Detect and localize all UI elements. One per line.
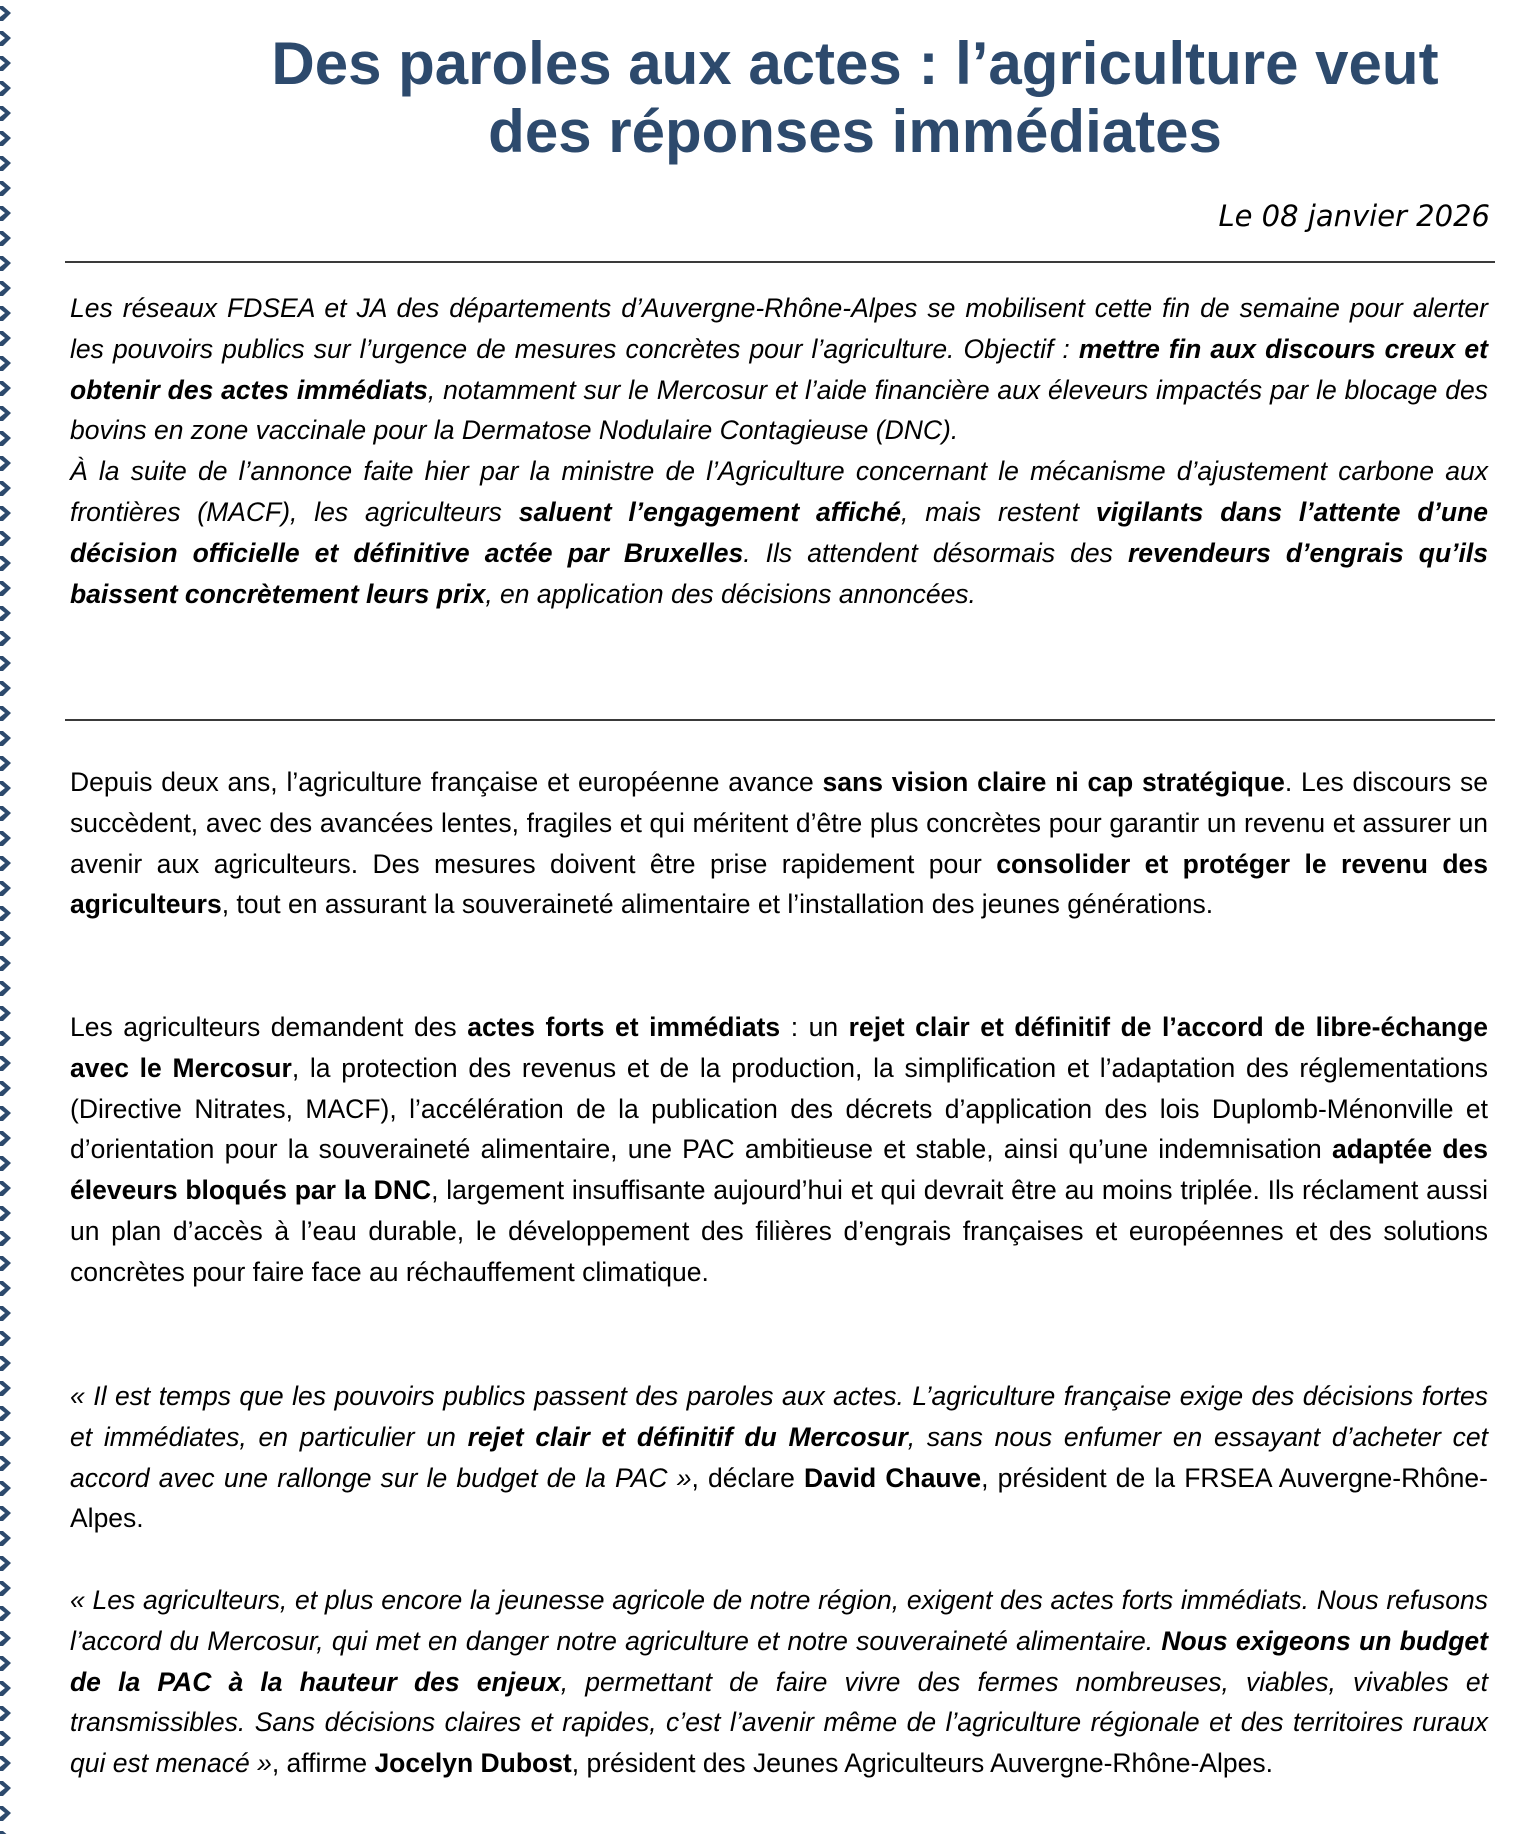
body-paragraph-1 bbox=[70, 762, 1488, 925]
quote-emphasis: Nous exigeons un budget de la PAC à la hauteur des enjeux bbox=[70, 1625, 1488, 1697]
body-emphasis: consolider et protéger le revenu des agriculteurs bbox=[70, 848, 1489, 920]
body-text: . Les discours se succèdent, avec des avancées lentes, fragiles et qui méritent d’être plus concrètes pour garantir un revenu et assurer un avenir aux agriculteurs. Des mesures doivent être prise rapidement pour bbox=[70, 767, 1489, 879]
body-emphasis: actes forts et immédiats bbox=[467, 1012, 781, 1042]
intro-emphasis: mettre fin aux discours creux et obtenir des actes immédiats bbox=[70, 333, 1488, 405]
intro-text: , en application des décisions annoncées. bbox=[485, 578, 976, 609]
intro-text: , mais restent bbox=[901, 496, 1096, 527]
body-emphasis: adaptée des éleveurs bloqués par la DNC bbox=[70, 1134, 1488, 1206]
body-text: Depuis deux ans, l’agriculture française et européenne avance bbox=[70, 767, 823, 797]
quote-text: , sans nous enfumer en essayant d’acheter cet accord avec une rallonge sur le budget de la PAC » bbox=[70, 1421, 1488, 1493]
quote-paragraph-2 bbox=[70, 1580, 1488, 1784]
quote-text: « Les agriculteurs, et plus encore la jeunesse agricole de notre région, exigent des actes forts immédiats. Nous refusons l’accord du Mercosur, qui met en danger notre agriculture et notre souveraineté alimentaire. bbox=[70, 1585, 1488, 1656]
attribution-text: , affirme bbox=[271, 1748, 375, 1779]
intro-text: . Ils attendent désormais des bbox=[743, 537, 1128, 568]
page-title: Des paroles aux actes : l’agriculture veut des réponses immédiates bbox=[271, 30, 1439, 165]
attribution-text: , président des Jeunes Agriculteurs Auvergne-Rhône-Alpes. bbox=[571, 1748, 1273, 1779]
body-paragraph-2 bbox=[70, 1007, 1488, 1293]
quote-paragraph-1 bbox=[70, 1376, 1488, 1539]
intro-text: Les réseaux FDSEA et JA des départements d’Auvergne-Rhône-Alpes se mobilisent cette fin de semaine pour alerter les pouvoirs publics sur l’urgence de mesures concrètes pour l’agriculture. Objectif : bbox=[70, 293, 1488, 364]
body-text: : un bbox=[780, 1012, 849, 1042]
body-text: Les agriculteurs demandent des bbox=[70, 1012, 468, 1042]
intro-text: À la suite de l’annonce faite hier par la ministre de l’Agriculture concernant le mécanisme d’ajustement carbone aux frontières (MACF), les agriculteurs bbox=[70, 456, 1488, 527]
intro-paragraph bbox=[70, 288, 1488, 614]
chevron-border-icon bbox=[0, 0, 16, 1834]
attribution-text: , déclare bbox=[691, 1462, 805, 1493]
body-text: , largement insuffisante aujourd’hui et qui devrait être au moins triplée. Ils réclament aussi un plan d’accès à l’eau durable, le développement des filières d’engrais françaises et européennes et des solutions concrètes pour faire face au réchauffement climatique. bbox=[70, 1175, 1488, 1287]
intro-emphasis: vigilants dans l’attente d’une décision officielle et définitive actée par Bruxelles bbox=[70, 496, 1489, 568]
quote-emphasis: rejet clair et définitif du Mercosur bbox=[467, 1421, 908, 1452]
body-emphasis: sans vision claire ni cap stratégique bbox=[822, 767, 1285, 797]
speaker-name: Jocelyn Dubost bbox=[374, 1748, 572, 1779]
intro-emphasis: revendeurs d’engrais qu’ils baissent concrètement leurs prix bbox=[70, 537, 1488, 609]
intro-text: , notamment sur le Mercosur et l’aide financière aux éleveurs impactés par le blocage des bovins en zone vaccinale pour la Dermatose Nodulaire Contagieuse (DNC). bbox=[70, 374, 1488, 446]
attribution-text: , président de la FRSEA Auvergne-Rhône-Alpes. bbox=[70, 1462, 1488, 1534]
divider-top bbox=[65, 261, 1495, 263]
body-text: , tout en assurant la souveraineté alimentaire et l’installation des jeunes générations. bbox=[221, 889, 1214, 920]
divider-bottom bbox=[65, 719, 1495, 721]
body-emphasis: rejet clair et définitif de l’accord de libre-échange avec le Mercosur bbox=[70, 1012, 1488, 1083]
quote-text: « Il est temps que les pouvoirs publics passent des paroles aux actes. L’agriculture française exige des décisions fortes et immédiates, en particulier un bbox=[70, 1381, 1488, 1452]
intro-emphasis: saluent l’engagement affiché bbox=[518, 496, 901, 527]
body-text: , la protection des revenus et de la production, la simplification et l’adaptation des réglementations (Directive Nitrates, MACF), l’accélération de la publication des décrets d’application des lois Duplomb-Ménonville et d’orientation pour la souveraineté alimentaire, une PAC ambitieuse et stable, ainsi qu’une indemnisation bbox=[70, 1052, 1488, 1165]
quote-text: , permettant de faire vivre des fermes nombreuses, viables, vivables et transmissibles. Sans décisions claires et rapides, c’est l’avenir même de l’agriculture régionale et des territoires ruraux qui est menacé » bbox=[70, 1666, 1488, 1779]
speaker-name: David Chauve bbox=[804, 1462, 982, 1493]
publication-date: Le 08 janvier 2026 bbox=[1218, 199, 1490, 233]
